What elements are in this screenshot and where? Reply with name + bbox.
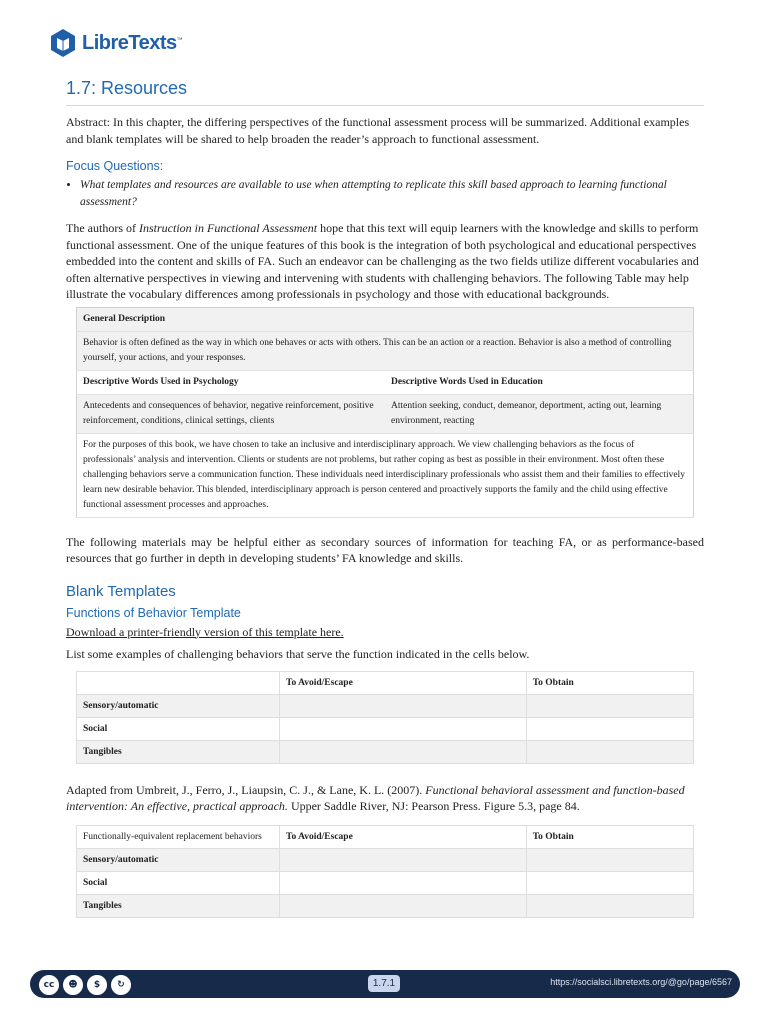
col-obtain: To Obtain [526,825,693,848]
page-url[interactable]: https://socialsci.libretexts.org/@go/page/6567 [550,977,732,987]
table-corner: Functionally-equivalent replacement behaviors [77,825,280,848]
table-cell[interactable] [526,848,693,871]
brand-name: LibreTexts™ [82,31,183,54]
psychology-words: Antecedents and consequences of behavior, negative reinforcement, positive reinforcement, conditions, clinical settings, clients [77,394,386,433]
page-footer [30,970,740,998]
table-cell[interactable] [526,894,693,917]
replacement-behaviors-table [76,825,694,918]
row-social: Social [77,871,280,894]
abstract: Abstract: In this chapter, the differing perspectives of the functional assessment process will be summarized. Additional examples and blank templates will be shared to help broaden the reader’s approach to functional assessment. [66,115,690,146]
list-instruction: List some examples of challenging behaviors that serve the function indicated in the cells below. [66,647,530,661]
sharealike-icon: ↻ [110,974,132,996]
table-cell[interactable] [526,871,693,894]
page-number: 1.7.1 [368,975,400,992]
table-cell[interactable] [280,894,527,917]
table-cell[interactable] [526,740,693,763]
psychology-words-heading: Descriptive Words Used in Psychology [77,370,386,394]
intro-paragraph: The authors of Instruction in Functional Assessment hope that this text will equip learners with the knowledge and skills to perform functional assessment. One of the unique features of this book is the integration of both psychological and educational perspectives embedded into the content and skills of FA. Such an endeavor can be challenging as the two fields utilize different vocabularies and often alternative perspectives in viewing and intervening with students with challenging behaviors. The following Table may help illustrate the vocabulary differences among professionals in psychology and those with educational backgrounds. [66,221,699,301]
focus-question: • What templates and resources are available to use when attempting to replicate this skill based approach to learning functional assessment? [80,177,704,210]
libretexts-logo-icon [48,28,78,58]
table-cell[interactable] [280,848,527,871]
materials-paragraph: The following materials may be helpful either as secondary sources of information for teaching FA, or as performance-based resources that go further in depth in developing students’ FA knowledge and skills. [66,534,704,565]
cc-icon: cc [38,974,60,996]
row-sensory: Sensory/automatic [77,848,280,871]
functions-template-heading: Functions of Behavior Template [66,605,241,620]
general-description-text: Behavior is often defined as the way in which one behaves or acts with others. This can be an action or a reaction. Behavior is also a method of controlling yourself, your actions, and your responses. [77,331,694,370]
libretexts-logo[interactable] [48,28,182,58]
col-obtain: To Obtain [526,671,693,694]
vocabulary-table [76,307,694,518]
col-avoid-escape: To Avoid/Escape [280,671,527,694]
focus-questions-list [66,177,704,210]
download-link[interactable]: Download a printer-friendly version of this template here. [66,624,344,639]
citation: Adapted from Umbreit, J., Ferro, J., Liaupsin, C. J., & Lane, K. L. (2007). Functional behavioral assessment and function-based intervention: An effective, practical approach. Upper Saddle River, NJ: Pearson Press. Figure 5.3, page 84. [66,782,685,813]
attribution-icon: ☻ [62,974,84,996]
table-cell[interactable] [280,694,527,717]
page-content [66,78,704,918]
noncommercial-icon: $ [86,974,108,996]
general-description-heading: General Description [77,307,694,331]
table-cell[interactable] [280,740,527,763]
table-cell[interactable] [526,694,693,717]
row-social: Social [77,717,280,740]
table-corner [77,671,280,694]
table-cell[interactable] [526,717,693,740]
license-badge[interactable] [38,974,134,996]
purpose-text: For the purposes of this book, we have chosen to take an inclusive and interdisciplinary approach. We view challenging behaviors as the focus of professionals’ analysis and intervention. Clients or students are not problems, but rather coping as best as possible in their environment. Most often these challenging behaviors serve a communication function. These individuals need interdisciplinary professionals who assist them and their families to effectively learn new desirable behavior. This blended, interdisciplinary approach is person centered and proactively supports the family and the child using effective functional assessment processes and approaches. [77,433,694,517]
row-sensory: Sensory/automatic [77,694,280,717]
page-title: 1.7: Resources [66,78,704,106]
education-words-heading: Descriptive Words Used in Education [385,370,694,394]
table-cell[interactable] [280,871,527,894]
row-tangibles: Tangibles [77,894,280,917]
col-avoid-escape: To Avoid/Escape [280,825,527,848]
functions-table [76,671,694,764]
row-tangibles: Tangibles [77,740,280,763]
table-cell[interactable] [280,717,527,740]
focus-questions-heading: Focus Questions: [66,159,164,173]
blank-templates-heading: Blank Templates [66,582,176,600]
education-words: Attention seeking, conduct, demeanor, deportment, acting out, learning environment, reacting [385,394,694,433]
